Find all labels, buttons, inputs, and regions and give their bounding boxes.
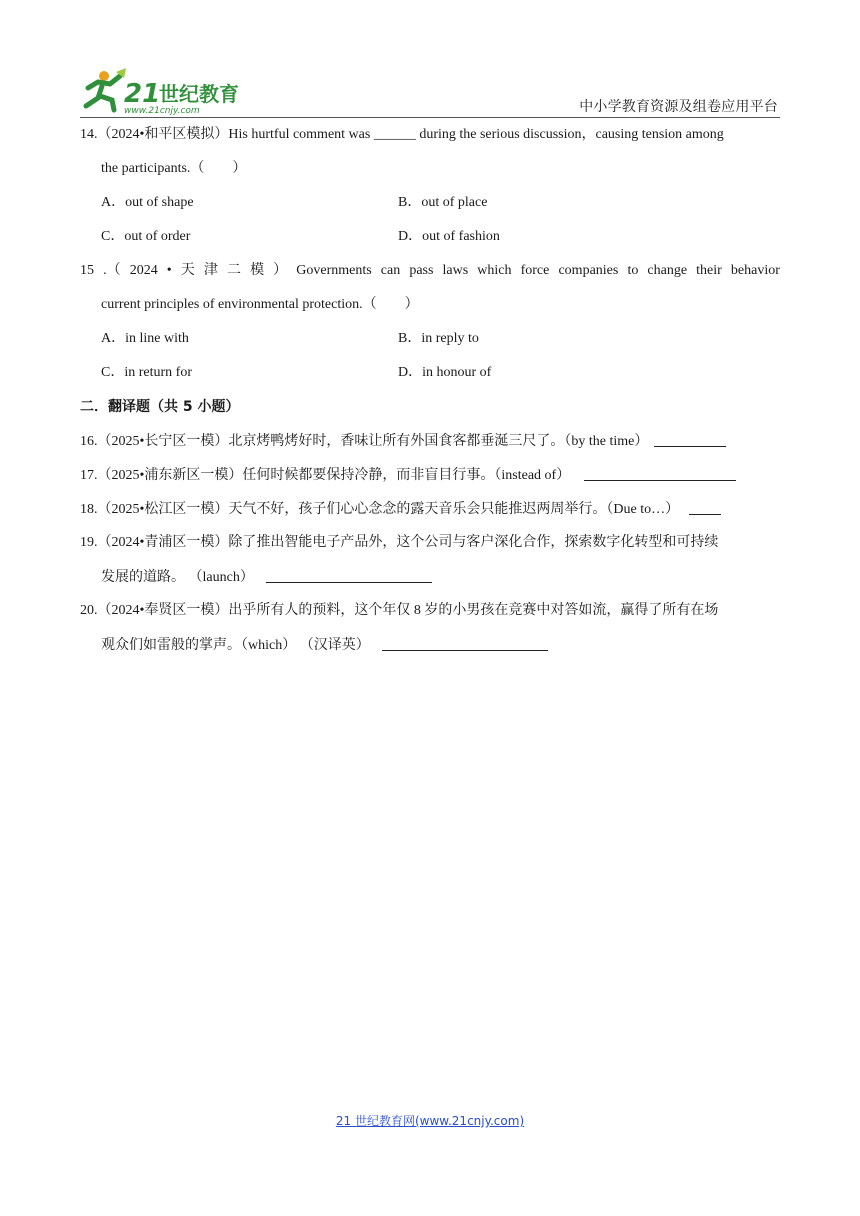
q15-token: can [380,263,401,278]
q15-token: .（ [103,263,121,278]
option-b: B．out of place [398,195,488,210]
question-19-line2 [101,568,432,587]
question-15-line2: current principles of environmental protection.（ ） [101,297,419,312]
page-header [80,66,780,118]
question-14-line2: the participants.（ ） [101,161,247,176]
option-d: D．out of fashion [398,229,500,244]
question-17 [80,466,780,485]
q15-token: Governments [296,263,372,278]
logo [80,66,255,116]
q15-token: their [696,263,722,278]
option-b: B．in reply to [398,331,479,346]
svg-text:www.21cnjy.com: www.21cnjy.com [124,106,200,116]
q15-token: which [477,263,512,278]
answer-blank[interactable] [266,568,432,583]
footer-link[interactable]: 21 世纪教育网(www.21cnjy.com) [335,1114,525,1128]
q15-token: change [647,263,688,278]
question-19-text: 发展的道路。 （launch） [101,570,254,585]
header-divider [80,117,780,118]
q15-token: to [627,263,639,278]
question-20-line1: 20.（2024•奉贤区一模）出乎所有人的预料，这个年仅 8 岁的小男孩在竞赛中对答如流，赢得了所有在场 [80,603,719,618]
q15-token: 15 [80,263,94,278]
question-14-line1: 14.（2024•和平区模拟）His hurtful comment was ______ during the serious discussion，causing tension among [80,127,724,142]
svg-text:世纪教育: 世纪教育 [159,82,239,106]
question-15-line1 [80,262,780,280]
answer-blank[interactable] [654,432,726,447]
svg-text:21: 21 [124,79,161,109]
q15-token: 2024 [129,263,158,278]
platform-title: 中小学教育资源及组卷应用平台 [579,99,778,115]
page-footer [0,1112,860,1129]
option-d: D．in honour of [398,365,492,380]
q15-token: pass [409,263,434,278]
answer-blank[interactable] [689,500,721,515]
question-16-text: 16.（2025•长宁区一模）北京烤鸭烤好时，香味让所有外国食客都垂涎三尺了。（by the time） [80,434,649,449]
question-20-line2 [101,636,548,655]
answer-blank[interactable] [382,636,548,651]
question-17-text: 17.（2025•浦东新区一模）任何时候都要保持冷静，而非盲目行事。（instead of） [80,468,571,483]
question-20-text: 观众们如雷般的掌声。（which） （汉译英） [101,638,370,653]
question-18-text: 18.（2025•松江区一模）天气不好，孩子们心心念念的露天音乐会只能推迟两周举行。（Due to…） [80,502,680,517]
question-18 [80,500,780,519]
q15-token: laws [442,263,469,278]
section-title: 二．翻译题（共 5 小题） [80,399,240,415]
question-19-line1: 19.（2024•青浦区一模）除了推出智能电子产品外，这个公司与客户深化合作，探索数字化转型和可持续 [80,535,719,550]
q15-token: companies [558,263,619,278]
q15-token: ） [273,263,288,278]
q15-token: 模 [250,263,265,278]
q15-token: behavior [730,263,780,278]
q15-token: force [520,263,550,278]
answer-blank[interactable] [584,466,736,481]
question-16 [80,432,780,451]
option-a: A．in line with [101,331,189,346]
q15-token: • [166,263,172,278]
running-man-logo-icon [80,66,255,116]
q15-token: 天 [180,263,195,278]
option-c: C．in return for [101,365,192,380]
q15-token: 津 [203,263,218,278]
q15-token: 二 [226,263,241,278]
option-c: C．out of order [101,229,191,244]
option-a: A．out of shape [101,195,194,210]
